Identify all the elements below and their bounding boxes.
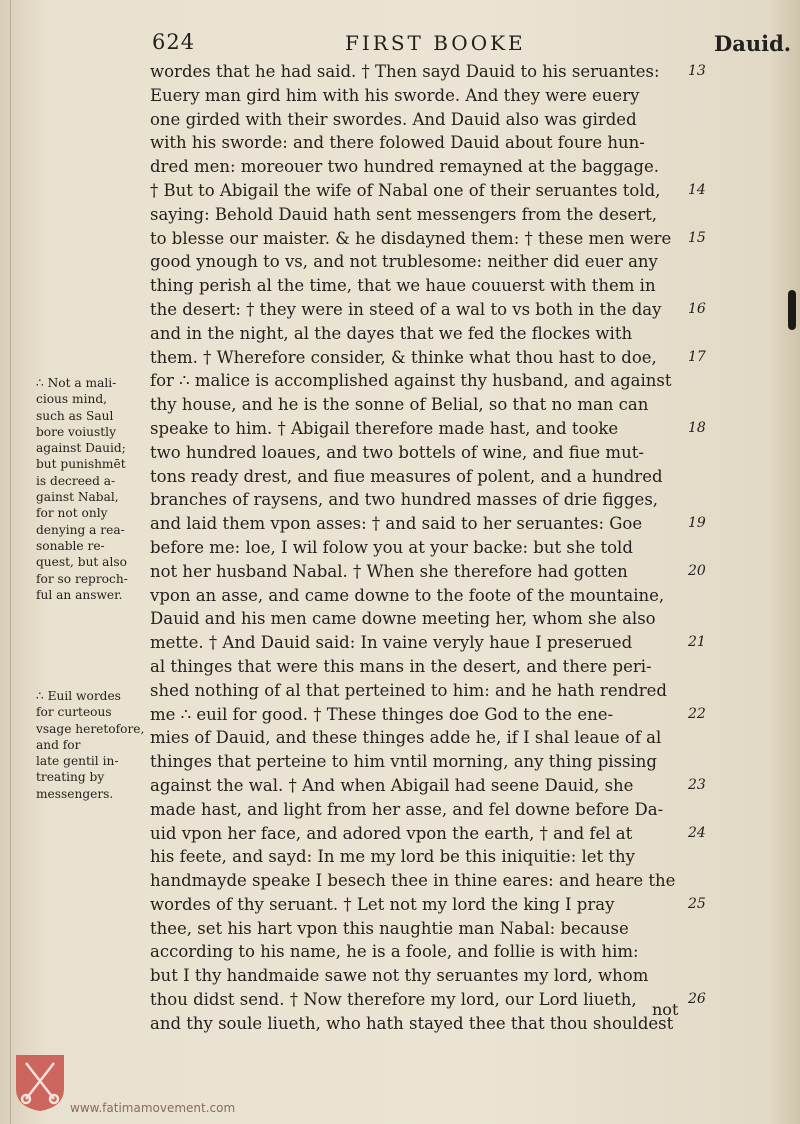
text-line: according to his name, he is a foole, and follie is with him: — [150, 942, 639, 962]
text-line: before me: loe, I wil folow you at your backe: but she told — [150, 537, 633, 557]
page-edge-mark — [788, 290, 796, 330]
text-line: his feete, and sayd: In me my lord be this iniquitie: let thy — [150, 847, 636, 867]
text-line: one girded with their swordes. And Dauid also was girded — [150, 109, 637, 129]
margin-note-line: quest, but also — [36, 555, 127, 570]
text-line: to blesse our maister. & he disdayned them: † these men were — [150, 228, 672, 248]
margin-note-line: is decreed a- — [36, 473, 116, 488]
margin-note-line: for so reproch- — [36, 571, 128, 586]
verse-number: 25 — [688, 896, 706, 912]
verse-number: 26 — [688, 991, 706, 1008]
text-line: wordes that he had said. † Then sayd Dauid to his seruantes: — [150, 62, 660, 81]
margin-note-line: ∴ Not a mali- — [36, 376, 117, 390]
main-text-column — [150, 60, 685, 1036]
text-line: with his sworde: and there folowed Dauid about foure hun- — [150, 133, 645, 153]
text-line: mies of Dauid, and these thinges adde he, if I shal leaue of al — [150, 728, 662, 748]
text-line: two hundred loaues, and two bottels of wine, and fiue mut- — [150, 442, 644, 462]
papal-keys-emblem-icon — [14, 1053, 66, 1113]
margin-note-line: late gentil in- — [36, 754, 119, 769]
text-line: thou didst send. † Now therefore my lord, our Lord liueth, — [150, 990, 637, 1010]
margin-note-line: sonable re- — [36, 538, 105, 553]
page-number: 624 — [152, 30, 196, 54]
running-book-name: Dauid. — [714, 31, 792, 56]
gutter-line — [10, 0, 11, 1124]
text-line: and thy soule liueth, who hath stayed thee that thou shouldest — [150, 1013, 674, 1033]
text-line: thinges that perteine to him vntil morning, any thing pissing — [150, 752, 657, 772]
margin-note-line: for curteous — [36, 705, 112, 720]
text-line: Euery man gird him with his sworde. And they were euery — [150, 85, 640, 105]
margin-note-line: vsage heretofore, — [36, 721, 145, 736]
text-line: tons ready drest, and fiue measures of polent, and a hundred — [150, 466, 663, 486]
margin-note-line: treating by — [36, 770, 105, 785]
verse-number: 22 — [688, 705, 706, 722]
verse-number: 15 — [688, 229, 706, 246]
text-line: † But to Abigail the wife of Nabal one of their seruantes told, — [150, 180, 661, 200]
margin-note-line: but punishmēt — [36, 457, 126, 472]
running-title: FIRST BOOKE — [345, 31, 526, 55]
margin-note-line: cious mind, — [36, 392, 108, 407]
text-line: al thinges that were this mans in the desert, and there peri- — [150, 656, 652, 676]
text-line: the desert: † they were in steed of a wal to vs both in the day — [150, 299, 662, 319]
text-line: saying: Behold Dauid hath sent messengers from the desert, — [150, 204, 657, 224]
text-line: not her husband Nabal. † When she therefore had gotten — [150, 561, 628, 581]
margin-note-line: messengers. — [36, 786, 114, 801]
verse-number: 14 — [688, 182, 706, 198]
text-line: uid vpon her face, and adored vpon the earth, † and fel at — [150, 823, 633, 843]
text-line: and laid them vpon asses: † and said to her seruantes: Goe — [150, 514, 643, 534]
text-line: good ynough to vs, and not trublesome: neither did euer any — [150, 252, 658, 272]
verse-number: 18 — [688, 420, 706, 436]
text-line: for ∴ malice is accomplished against thy husband, and against — [150, 371, 672, 391]
text-line: Dauid and his men came downe meeting her, whom she also — [150, 609, 656, 629]
text-line: wordes of thy seruant. † Let not my lord the king I pray — [150, 894, 615, 914]
text-line: thy house, and he is the sonne of Belial, so that no man can — [150, 395, 649, 415]
text-line: shed nothing of al that perteined to him: and he hath rendred — [150, 680, 667, 700]
margin-note-line: bore voiustly — [36, 424, 116, 439]
verse-number: 21 — [688, 634, 706, 651]
margin-note-line: ful an answer. — [36, 587, 123, 602]
text-line: thee, set his hart vpon this naughtie man Nabal: because — [150, 918, 629, 938]
margin-note-line: ∴ Euil wordes — [36, 689, 121, 703]
margin-note-line: gainst Nabal, — [36, 490, 119, 505]
text-line: branches of raysens, and two hundred masses of drie figges, — [150, 490, 659, 510]
text-line: mette. † And Dauid said: In vaine veryly haue I preserued — [150, 633, 633, 653]
verse-number: 17 — [688, 348, 706, 365]
watermark-url: www.fatimamovement.com — [70, 1101, 236, 1115]
margin-note-euil-wordes — [36, 688, 154, 802]
text-line: handmayde speake I besech thee in thine eares: and heare the — [150, 871, 676, 891]
text-line: them. † Wherefore consider, & thinke what thou hast to doe, — [150, 347, 657, 367]
text-line: but I thy handmaide sawe not thy seruantes my lord, whom — [150, 966, 649, 986]
margin-note-malice — [36, 375, 154, 603]
text-line: vpon an asse, and came downe to the foote of the mountaine, — [150, 585, 665, 605]
catchword: not — [652, 1000, 679, 1019]
verse-number: 19 — [688, 515, 706, 532]
page-header — [0, 30, 800, 60]
text-line: speake to him. † Abigail therefore made hast, and tooke — [150, 418, 619, 438]
verse-number: 20 — [688, 562, 706, 579]
margin-note-line: for not only — [36, 506, 108, 521]
margin-note-line: and for — [36, 737, 81, 752]
margin-note-line: such as Saul — [36, 408, 114, 423]
margin-note-line: against Dauid; — [36, 441, 126, 456]
text-line: and in the night, al the dayes that we fed the flockes with — [150, 323, 633, 343]
text-line: made hast, and light from her asse, and fel downe before Da- — [150, 799, 664, 819]
margin-note-line: denying a rea- — [36, 522, 125, 537]
verse-number: 16 — [688, 301, 706, 317]
text-line: dred men: moreouer two hundred remayned at the baggage. — [150, 157, 659, 177]
text-line: me ∴ euil for good. † These thinges doe God to the ene- — [150, 704, 614, 724]
verse-number: 13 — [688, 63, 706, 79]
text-line: against the wal. † And when Abigail had seene Dauid, she — [150, 775, 634, 795]
verse-number: 24 — [688, 824, 706, 841]
verse-number: 23 — [688, 777, 706, 793]
text-line: thing perish al the time, that we haue couuerst with them in — [150, 276, 656, 296]
